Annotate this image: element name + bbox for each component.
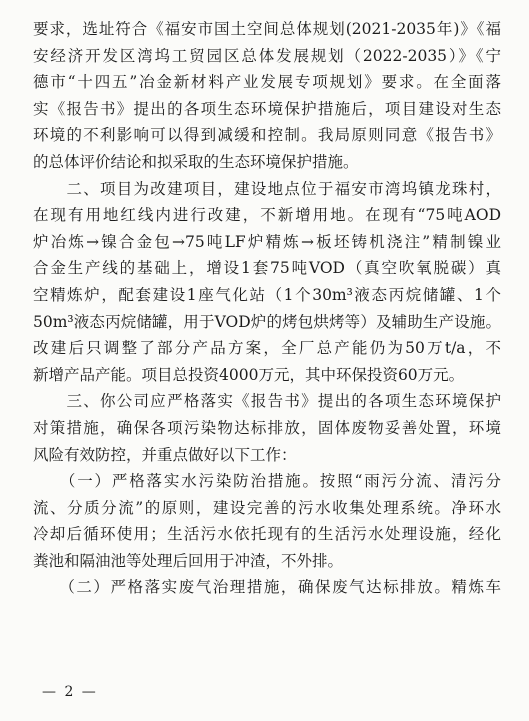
text-line: 实《报告书》提出的各项生态环境保护措施后，项目建设对生态: [33, 99, 501, 118]
text-line: 环境的不利影响可以得到减缓和控制。我局原则同意《报告书》: [33, 126, 501, 145]
page-number: — 2 —: [42, 684, 98, 700]
text-line: 改建后只调整了部分产品方案，全厂总产能仍为50万t/a，不: [33, 339, 501, 358]
paragraph-protection-requirements: [33, 388, 501, 468]
text-line: 冷却后循环使用；生活污水依托现有的生活污水处理设施，经化: [33, 525, 501, 544]
text-line: 二、项目为改建项目，建设地点位于福安市湾坞镇龙珠村，: [33, 179, 501, 198]
text-line: （二）严格落实废气治理措施，确保废气达标排放。精炼车: [33, 578, 501, 597]
paragraph-project-description: [33, 176, 501, 389]
text-line: 流、分质分流”的原则，建设完善的污水收集处理系统。净环水: [33, 498, 501, 517]
text-line: 新增产品产能。项目总投资4000万元，其中环保投资60万元。: [33, 365, 465, 384]
paragraph-air-pollution: [33, 574, 501, 601]
text-line: 合金生产线的基础上，增设1套75吨VOD（真空吹氧脱碳）真: [33, 259, 501, 278]
text-line: 炉冶炼→镍合金包→75吨LF炉精炼→板坯铸机浇注”精制镍业: [33, 232, 501, 251]
text-line: 三、你公司应严格落实《报告书》提出的各项生态环境保护: [33, 392, 501, 411]
text-line: 在现有用地红线内进行改建，不新增用地。在现有“75吨AOD: [33, 206, 501, 225]
text-line: 要求，选址符合《福安市国土空间总体规划(2021-2035年)》《福: [33, 20, 501, 38]
text-line: 对策措施，确保各项污染物达标排放，固体废物妥善处置，环境: [33, 418, 501, 437]
paragraph-water-pollution: [33, 468, 501, 574]
text-line: 粪池和隔油池等处理后回用于冲渣，不外排。: [33, 551, 344, 570]
text-line: 的总体评价结论和拟采取的生态环境保护措施。: [33, 152, 359, 171]
text-line: 50m³液态丙烷储罐，用于VOD炉的烤包烘烤等）及辅助生产设施。: [33, 312, 501, 331]
text-line: 空精炼炉，配套建设1座气化站（1个30m³液态丙烷储罐、1个: [33, 285, 501, 304]
text-line: 安经济开发区湾坞工贸园区总体发展规划（2022-2035）》《宁: [33, 46, 501, 65]
paragraph-site-compliance: [33, 16, 501, 176]
text-line: （一）严格落实水污染防治措施。按照“雨污分流、清污分: [33, 472, 501, 491]
text-line: 风险有效防控，并重点做好以下工作：: [33, 445, 297, 464]
document-body: [33, 16, 501, 601]
text-line: 德市“十四五”冶金新材料产业发展专项规划》要求。在全面落: [33, 73, 501, 92]
